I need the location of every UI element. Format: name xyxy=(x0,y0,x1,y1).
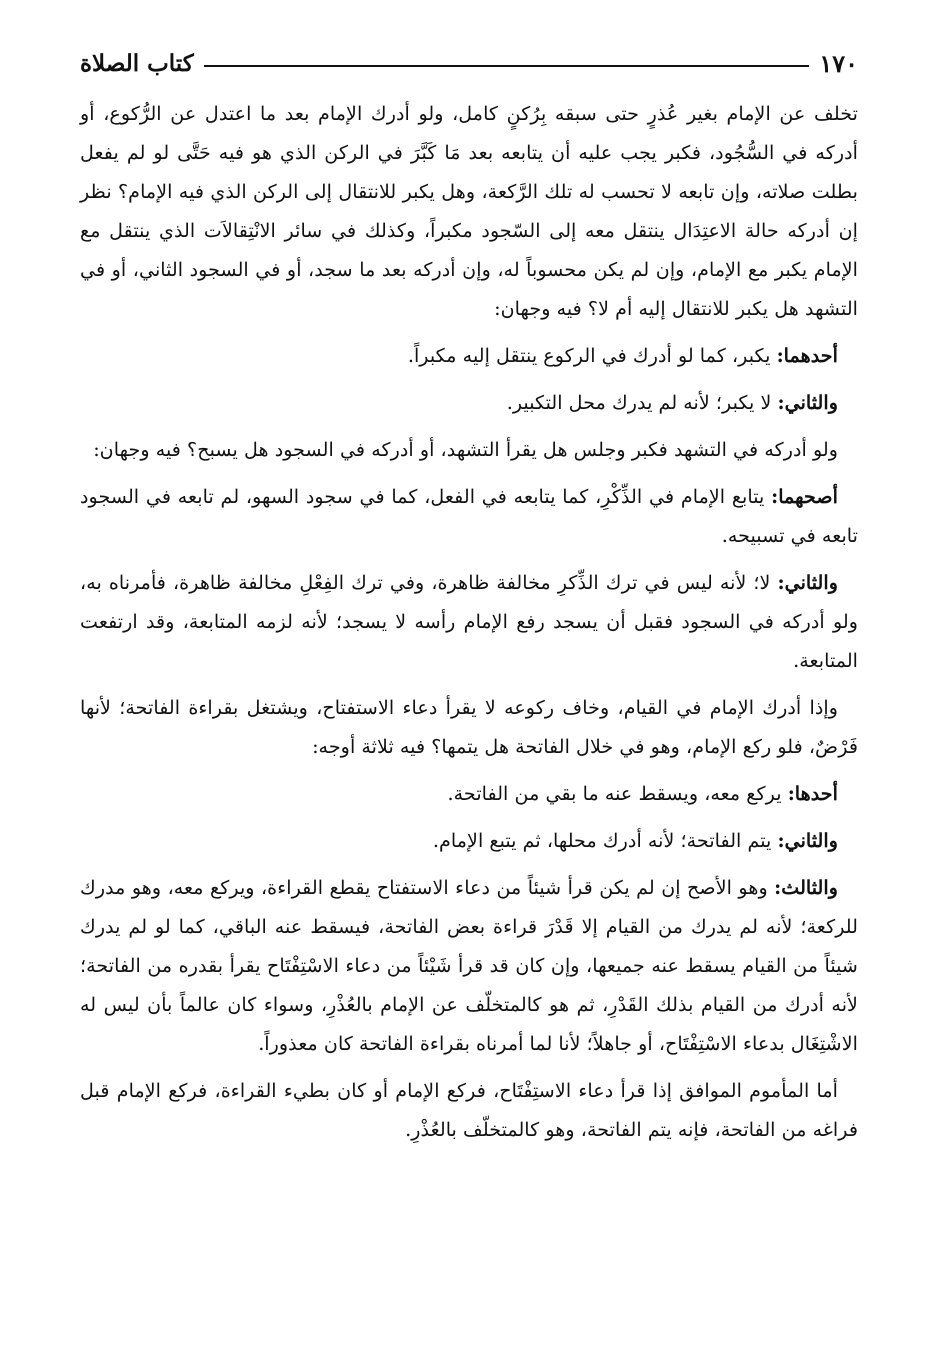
paragraph xyxy=(80,383,858,422)
paragraph-lead: أحدها: xyxy=(787,782,838,805)
paragraph-lead: والثاني: xyxy=(777,829,838,852)
paragraph xyxy=(80,821,858,860)
paragraph xyxy=(80,688,858,766)
running-title: كتاب الصلاة xyxy=(80,49,194,77)
paragraph xyxy=(80,774,858,813)
paragraph-text: وإذا أدرك الإمام في القيام، وخاف ركوعه لا يقرأ دعاء الاستفتاح، ويشتغل بقراءة الفاتحة؛ لأنها فَرْضٌ، فلو ركع الإمام، وهو في خلال الفاتحة هل يتمها؟ فيه ثلاثة أوجه: xyxy=(80,696,858,758)
paragraph-lead: أصحهما: xyxy=(771,485,838,508)
paragraph-text: لا؛ لأنه ليس في ترك الذِّكرِ مخالفة ظاهرة، وفي ترك الفِعْلِ مخالفة ظاهرة، فأمرناه به، ولو أدركه في السجود فقبل أن يسجد رفع الإمام رأسه لا يسجد؛ لأنه لزمه المتابعة، وقد ارتفعت المتابعة. xyxy=(80,571,858,672)
paragraph xyxy=(80,563,858,680)
paragraph-text: تخلف عن الإمام بغير عُذرٍ حتى سبقه بِرُكنٍ كامل، ولو أدرك الإمام بعد ما اعتدل عن الرُّكوع، أو أدركه في السُّجُود، فكبر يجب عليه أن يتابعه بعد مَا كَبَّرَ في الركن الذي هو فيه حَتَّى لو لم يفعل بطلت صلاته، وإن تابعه لا تحسب له تلك الرَّكعة، وهل يكبر للانتقال إلى الركن الذي فيه الإمام؟ نظر إن أدركه حالة الاعتِدَال ينتقل معه إلى السّجود مكبراً، وكذلك في سائر الانْتِقالاَت الذي ينتقل مع الإمام يكبر مع الإمام، وإن لم يكن محسوباً له، وإن أدركه بعد ما سجد، أو في السجود الثاني، أو في التشهد هل يكبر للانتقال إليه أم لا؟ فيه وجهان: xyxy=(80,102,858,320)
page-body xyxy=(80,94,858,1157)
paragraph-text: وهو الأصح إن لم يكن قرأ شيئاً من دعاء الاستفتاح يقطع القراءة، ويركع معه، وهو مدرك للركعة؛ لأنه لم يدرك من القيام إلا قَدْرَ قراءة بعض الفاتحة، فيسقط عنه الباقي، كما لو لم يدرك شيئاً من القيام يسقط عنه جميعها، وإن كان قد قرأ شَيْئاً من دعاء الاسْتِفْتَاح يقرأ بقدره من الفاتحة؛ لأنه أدرك من القيام بذلك القَدْرِ، ثم هو كالمتخلّف عن الإمام بالعُذْرِ، وسواء كان عالماً بأن ليس له الاشْتِغَال بدعاء الاسْتِفْتَاح، أو جاهلاً؛ لأنا لما أمرناه بقراءة الفاتحة كان معذوراً. xyxy=(80,876,858,1055)
header-rule xyxy=(204,65,810,67)
paragraph-text: يتابع الإمام في الذِّكْرِ، كما يتابعه في الفعل، كما في سجود السهو، لم تابعه في السجود تابعه في تسبيحه. xyxy=(80,485,858,547)
paragraph xyxy=(80,336,858,375)
paragraph-lead: والثالث: xyxy=(774,876,838,899)
paragraph-text: يكبر، كما لو أدرك في الركوع ينتقل إليه مكبراً. xyxy=(407,344,777,367)
paragraph xyxy=(80,868,858,1063)
paragraph-lead: والثاني: xyxy=(777,571,838,594)
paragraph-text: ولو أدركه في التشهد فكبر وجلس هل يقرأ التشهد، أو أدركه في السجود هل يسبح؟ فيه وجهان: xyxy=(93,438,838,461)
paragraph-text: لا يكبر؛ لأنه لم يدرك محل التكبير. xyxy=(506,391,778,414)
paragraph-lead: أحدهما: xyxy=(776,344,838,367)
paragraph xyxy=(80,94,858,328)
page-number: ١٧٠ xyxy=(819,48,858,78)
paragraph xyxy=(80,430,858,469)
paragraph xyxy=(80,1071,858,1149)
paragraph-lead: والثاني: xyxy=(777,391,838,414)
paragraph-text: أما المأموم الموافق إذا قرأ دعاء الاستِفْتَاح، فركع الإمام أو كان بطيء القراءة، فركع الإمام قبل فراغه من الفاتحة، فإنه يتم الفاتحة، وهو كالمتخلّف بالعُذْرِ. xyxy=(80,1079,858,1141)
paragraph-text: يركع معه، ويسقط عنه ما بقي من الفاتحة. xyxy=(447,782,788,805)
paragraph xyxy=(80,477,858,555)
paragraph-text: يتم الفاتحة؛ لأنه أدرك محلها، ثم يتبع الإمام. xyxy=(432,829,778,852)
page-header xyxy=(80,46,858,80)
